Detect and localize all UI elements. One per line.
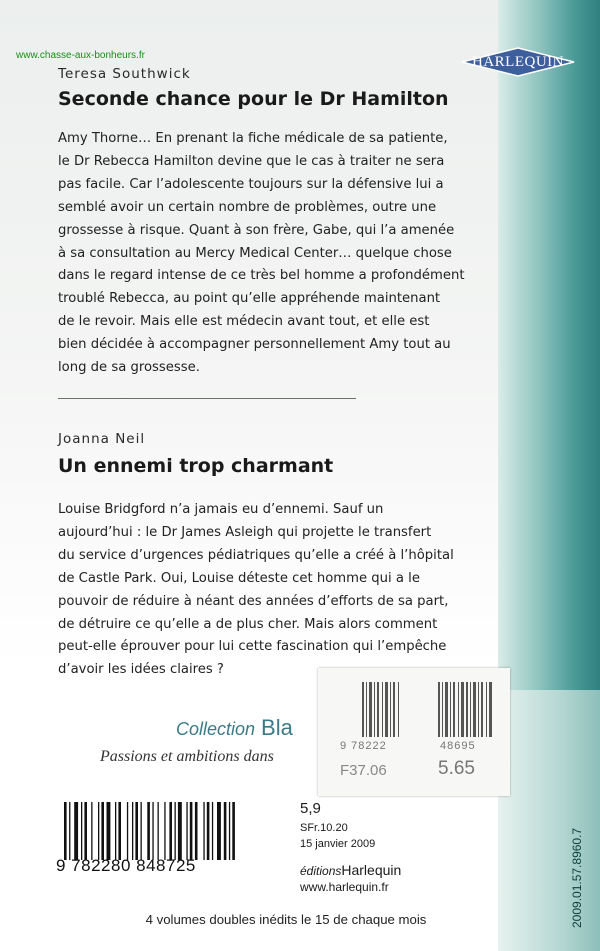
- sticker-barcode-icon: [360, 682, 500, 737]
- blurb-line: Amy Thorne… En prenant la fiche médicale de sa patiente,: [58, 131, 448, 146]
- blurb-line: pouvoir de réduire à néant des années d’efforts de sa part,: [58, 593, 449, 609]
- blurb-line: le Dr Rebecca Hamilton devine que le cas à traiter ne sera: [58, 153, 445, 169]
- blurb-line: dans le regard intense de ce très bel homme a profondément: [58, 268, 465, 284]
- blurb-line: peut-elle éprouver pour lui cette fascination qui l’empêche: [58, 639, 447, 655]
- footer-text: 4 volumes doubles inédits le 15 de chaque mois: [145, 912, 427, 927]
- book2-author: Joanna Neil: [58, 431, 146, 447]
- harlequin-logo: [458, 47, 578, 77]
- blurb-line: de le revoir. Mais elle est médecin avant tout, et elle est: [58, 314, 430, 330]
- book1-blurb: [58, 128, 503, 380]
- collection-tagline: Passions et ambitions dans: [100, 748, 274, 765]
- blurb-line: pas facile. Car l’adolescente toujours sur la défensive lui a: [58, 176, 444, 192]
- sticker-price: 5.65: [438, 758, 475, 779]
- blurb-line: à sa consultation au Mercy Medical Center… quelque chose: [58, 245, 452, 261]
- price-sticker: [318, 668, 510, 796]
- publisher-website: www.harlequin.fr: [300, 880, 389, 894]
- blurb-line: grossesse à risque. Quant à son frère, Gabe, qui l’a amenée: [58, 222, 455, 238]
- barcode-digits: 9 782280 848725: [56, 856, 196, 875]
- blurb-line: troublé Rebecca, au point qu’elle appréhende maintenant: [58, 291, 441, 307]
- price-euro: 5,9: [300, 800, 321, 817]
- release-date: 15 janvier 2009: [300, 838, 376, 850]
- price-sfr: SFr.10.20: [300, 822, 348, 834]
- blurb-line: aujourd’hui : le Dr James Asleigh qui projette le transfert: [58, 524, 432, 540]
- blurb-line: de Castle Park. Oui, Louise déteste cet homme qui a le: [58, 570, 420, 586]
- watermark-url: www.chasse-aux-bonheurs.fr: [16, 50, 145, 61]
- price-info: [300, 800, 376, 850]
- collection-name: [176, 715, 293, 741]
- sticker-digits-right: 48695: [440, 740, 476, 752]
- sticker-digits-left: 9 78222: [340, 740, 387, 752]
- collection-label: Collection: [176, 719, 256, 739]
- collection-title: Bla: [261, 715, 293, 740]
- footer-note: [0, 912, 600, 927]
- blurb-line: semblé avoir un certain nombre de problèmes, outre une: [58, 199, 437, 215]
- logo-text: HARLEQUIN: [472, 53, 564, 70]
- sticker-code: F37.06: [340, 762, 387, 779]
- section-divider: [58, 398, 356, 399]
- blurb-line: long de sa grossesse.: [58, 360, 200, 376]
- editions-label: éditions: [300, 864, 342, 878]
- book1-author: Teresa Southwick: [58, 66, 191, 82]
- editions-name: Harlequin: [341, 862, 402, 878]
- publisher-name: [300, 862, 401, 878]
- blurb-line: bien décidée à accompagner personnellement Amy tout au: [58, 337, 451, 353]
- barcode-icon: [64, 802, 290, 860]
- book1-title: Seconde chance pour le Dr Hamilton: [58, 88, 449, 110]
- isbn-barcode: [56, 800, 294, 878]
- blurb-line: de détruire ce qu’elle a de plus cher. Mais alors comment: [58, 616, 438, 632]
- blurb-line: Louise Bridgford n’a jamais eu d’ennemi. Sauf un: [58, 502, 384, 517]
- blurb-line: du service d’urgences pédiatriques qu’elle a créé à l’hôpital: [58, 547, 454, 563]
- book2-blurb: [58, 499, 503, 682]
- blurb-line: d’avoir les idées claires ?: [58, 662, 224, 678]
- vertical-isbn: 2009.01.57.8960.7: [570, 827, 584, 928]
- book2-title: Un ennemi trop charmant: [58, 455, 334, 477]
